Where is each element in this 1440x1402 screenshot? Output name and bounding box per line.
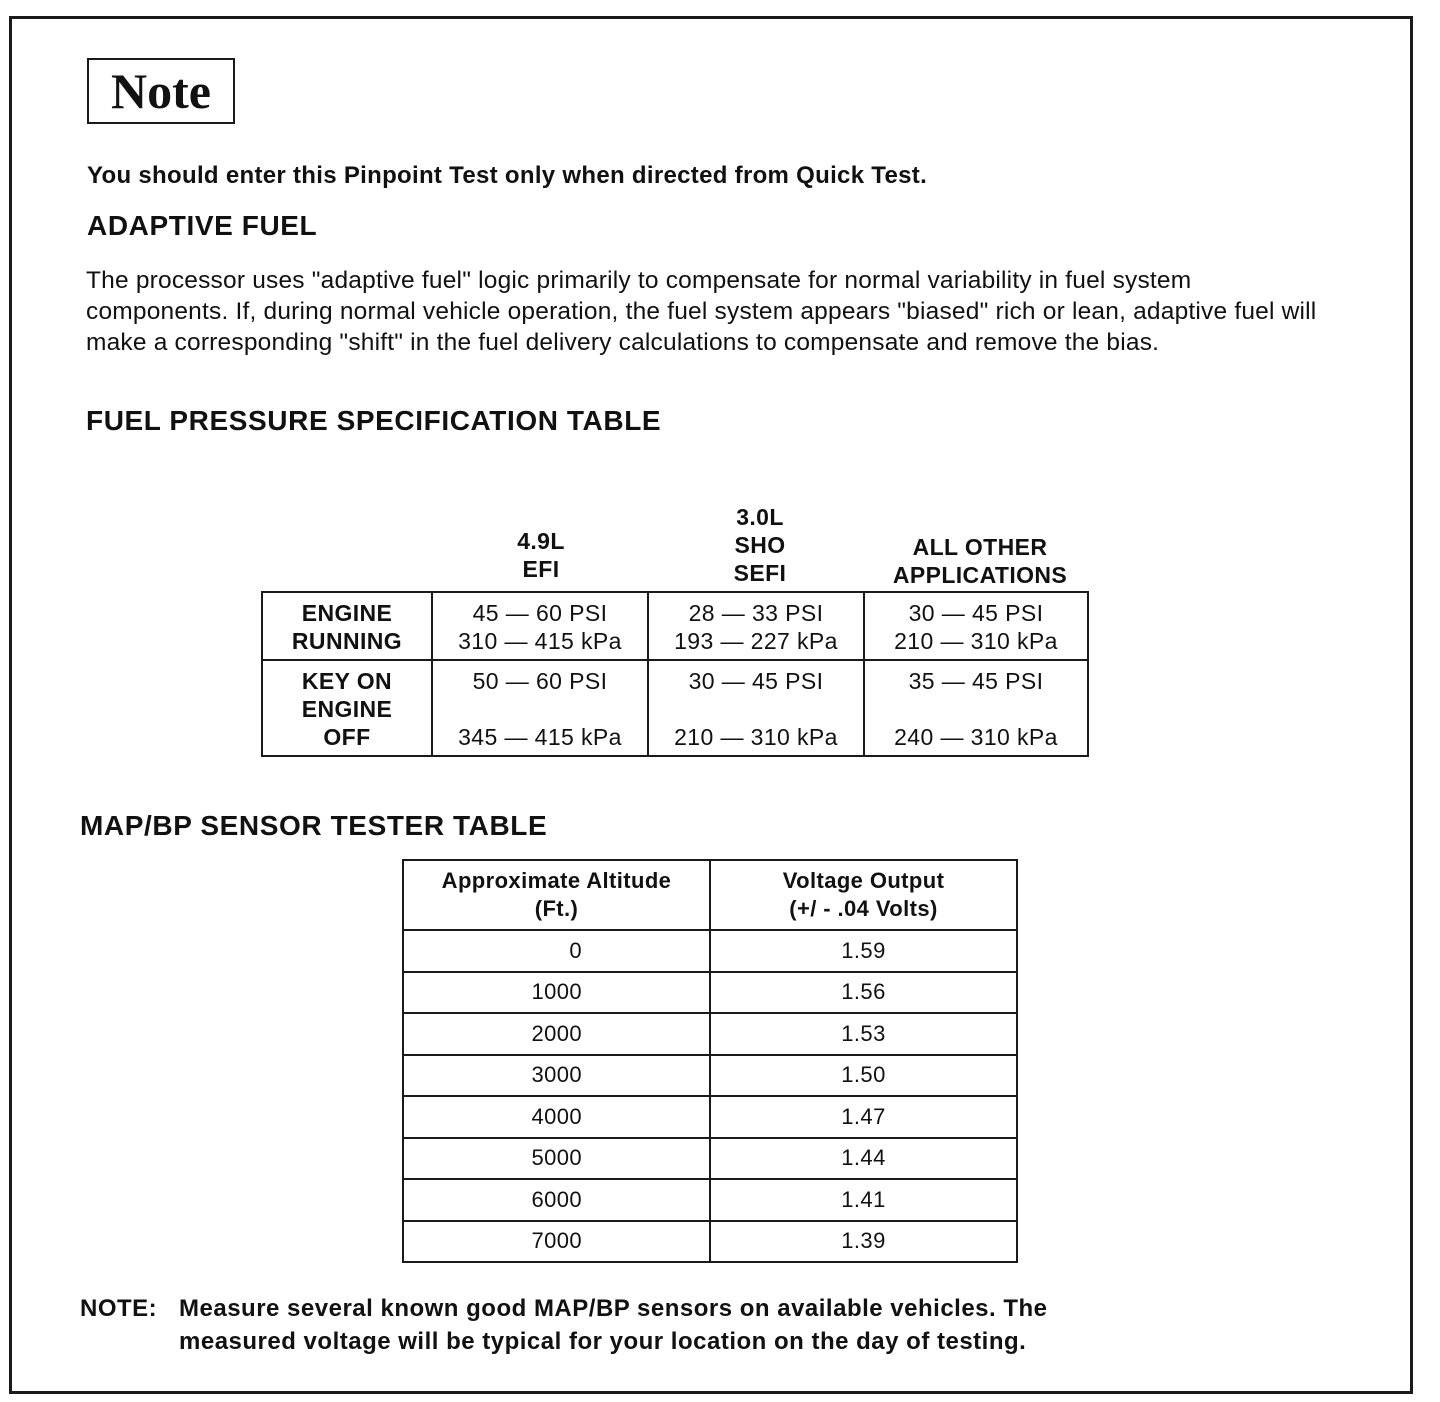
fp-col-header-line: ALL OTHER: [912, 534, 1048, 560]
fp-cell-kpa: 310 — 415 kPa: [458, 628, 622, 654]
table-row: [403, 1221, 1017, 1263]
fp-cell: [864, 660, 1088, 756]
fp-cell: [648, 592, 864, 660]
fuel-pressure-table: [261, 591, 1089, 757]
fp-cell: [648, 660, 864, 756]
altitude-cell: 7000: [403, 1221, 710, 1263]
table-row: [403, 1096, 1017, 1138]
fp-cell-psi: 30 — 45 PSI: [688, 668, 824, 694]
map-bp-heading: MAP/BP SENSOR TESTER TABLE: [80, 810, 548, 841]
fp-cell-kpa: 345 — 415 kPa: [458, 724, 622, 750]
voltage-cell: 1.41: [710, 1179, 1017, 1221]
fp-cell: [432, 660, 648, 756]
fp-cell-kpa: 210 — 310 kPa: [894, 628, 1058, 654]
voltage-column-header: [710, 860, 1017, 930]
voltage-cell: 1.56: [710, 972, 1017, 1014]
fp-cell-kpa: 193 — 227 kPa: [674, 628, 838, 654]
note-label: Note: [111, 63, 211, 119]
fp-col-header-line: APPLICATIONS: [892, 562, 1068, 588]
fp-col-header-all-other: [868, 533, 1092, 589]
fp-col-header-line: 3.0L: [736, 504, 784, 530]
fp-row-key-on-engine-off: [262, 660, 1088, 756]
table-row: [403, 1055, 1017, 1097]
voltage-cell: 1.39: [710, 1221, 1017, 1263]
table-row: [403, 1013, 1017, 1055]
footnote-body: [179, 1292, 1239, 1358]
footnote-label: NOTE:: [80, 1295, 158, 1322]
adaptive-fuel-paragraph: The processor uses "adaptive fuel" logic primarily to compensate for normal variability in fuel system components. If, during normal vehicle operation, the fuel system appears "biased" rich or lean, adaptive fuel will make a corresponding "shift" in the fuel delivery calculations to compensate and remove the bias.: [86, 267, 1317, 356]
fp-row-label-line: KEY ON: [301, 668, 393, 694]
footnote-line: measured voltage will be typical for your location on the day of testing.: [179, 1328, 1027, 1355]
fp-cell-psi: 28 — 33 PSI: [688, 600, 824, 626]
fp-col-header-line: EFI: [522, 556, 560, 582]
fp-row-label: [262, 660, 432, 756]
altitude-cell: 5000: [403, 1138, 710, 1180]
table-row: [403, 972, 1017, 1014]
voltage-cell: 1.53: [710, 1013, 1017, 1055]
fp-col-header-3-0l: [652, 503, 868, 587]
altitude-column-header: [403, 860, 710, 930]
fp-row-label-line: ENGINE: [301, 696, 393, 722]
fp-col-header-line: SHO: [734, 532, 786, 558]
altitude-cell: 4000: [403, 1096, 710, 1138]
fp-row-label: [262, 592, 432, 660]
table-row: [403, 1138, 1017, 1180]
fp-cell-psi: 30 — 45 PSI: [908, 600, 1044, 626]
footnote-line: Measure several known good MAP/BP sensors on available vehicles. The: [179, 1295, 1048, 1322]
voltage-cell: 1.59: [710, 930, 1017, 972]
altitude-cell: 6000: [403, 1179, 710, 1221]
fp-row-label-line: OFF: [323, 724, 371, 750]
fp-cell-kpa: 210 — 310 kPa: [674, 724, 838, 750]
header-line: Voltage Output: [782, 868, 945, 893]
map-bp-table: [402, 859, 1018, 1263]
fp-cell-psi: 35 — 45 PSI: [908, 668, 1044, 694]
altitude-cell: 1000: [403, 972, 710, 1014]
table-row: [403, 1179, 1017, 1221]
altitude-cell: 2000: [403, 1013, 710, 1055]
fp-cell: [432, 592, 648, 660]
fp-cell: [864, 592, 1088, 660]
fp-cell-kpa: 240 — 310 kPa: [894, 724, 1058, 750]
voltage-cell: 1.50: [710, 1055, 1017, 1097]
voltage-cell: 1.47: [710, 1096, 1017, 1138]
fp-col-header-4-9l: [433, 527, 649, 583]
altitude-cell: 0: [403, 930, 710, 972]
note-label-box: [87, 58, 235, 124]
intro-text: You should enter this Pinpoint Test only when directed from Quick Test.: [87, 162, 928, 189]
fuel-pressure-heading: FUEL PRESSURE SPECIFICATION TABLE: [86, 405, 662, 436]
map-bp-header-row: [403, 860, 1017, 930]
adaptive-fuel-heading: ADAPTIVE FUEL: [87, 210, 318, 241]
fp-row-label-line: ENGINE: [301, 600, 393, 626]
altitude-cell: 3000: [403, 1055, 710, 1097]
voltage-cell: 1.44: [710, 1138, 1017, 1180]
header-line: (Ft.): [534, 896, 579, 921]
fp-col-header-line: 4.9L: [517, 528, 565, 554]
fp-col-header-line: SEFI: [733, 560, 787, 586]
table-row: [403, 930, 1017, 972]
fp-row-engine-running: [262, 592, 1088, 660]
fp-row-label-line: RUNNING: [291, 628, 403, 654]
fp-cell-psi: 45 — 60 PSI: [472, 600, 608, 626]
header-line: Approximate Altitude: [441, 868, 672, 893]
fp-cell-psi: 50 — 60 PSI: [472, 668, 608, 694]
header-line: (+/ - .04 Volts): [789, 896, 938, 921]
